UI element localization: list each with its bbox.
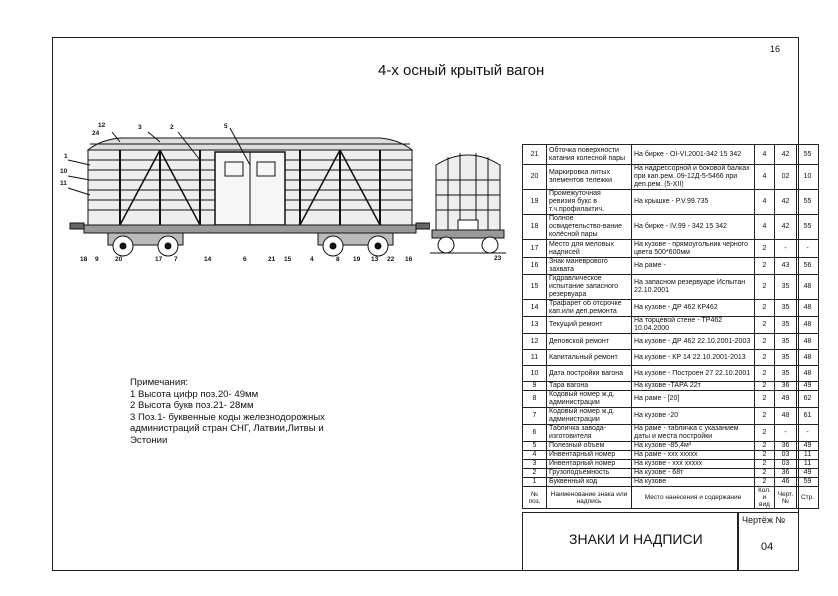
cell-qty: 2 [755, 425, 775, 442]
cell-name: Кодовый номер ж.д. администрации [547, 408, 632, 425]
cell-num: 12 [523, 334, 547, 350]
callout-left-3: 11 [60, 180, 67, 187]
callout-left-1: 1 [64, 153, 68, 160]
cell-drawing: 03 [775, 460, 797, 469]
cell-qty: 2 [755, 300, 775, 317]
cell-drawing: - [775, 240, 797, 258]
cell-num: 17 [523, 240, 547, 258]
drawing-label: Чертёж № [742, 515, 786, 525]
callout-top-4: 2 [170, 124, 174, 131]
cell-page: 11 [797, 451, 819, 460]
cell-drawing: 02 [775, 165, 797, 190]
cell-drawing: 35 [775, 334, 797, 350]
cell-num: 13 [523, 317, 547, 334]
cell-page: 55 [797, 190, 819, 215]
cell-drawing: 43 [775, 258, 797, 275]
cell-place: На кузове - 68т [632, 469, 755, 478]
cell-page: 48 [797, 317, 819, 334]
callout-bottom-14: 22 [387, 256, 395, 263]
cell-place: На кузове - Построен 27 22.10.2001 [632, 366, 755, 382]
table-row [523, 408, 819, 425]
cell-page: 10 [797, 165, 819, 190]
cell-page: 49 [797, 442, 819, 451]
cell-place: На надрессорной и боковой балках при кап.рем. 09-12Д-5-5466 при деп.рем. (5-XII) [632, 165, 755, 190]
cell-qty: 2 [755, 350, 775, 366]
table-row [523, 165, 819, 190]
cell-page: 48 [797, 300, 819, 317]
cell-place: На кузове - ДР 462 22.10.2001-2003 [632, 334, 755, 350]
cell-num: 7 [523, 408, 547, 425]
cell-num: 10 [523, 366, 547, 382]
cell-place: На кузове -85,4м³ [632, 442, 755, 451]
cell-num: 4 [523, 451, 547, 460]
cell-name: Текущий ремонт [547, 317, 632, 334]
notes-heading: Примечания: [130, 377, 189, 388]
cell-name: Маркировка литых элементов тележки [547, 165, 632, 190]
cell-drawing: 48 [775, 408, 797, 425]
cell-name: Капитальный ремонт [547, 350, 632, 366]
cell-num: 20 [523, 165, 547, 190]
cell-drawing: 36 [775, 469, 797, 478]
cell-qty: 2 [755, 382, 775, 391]
header-drawing: Черт. № [775, 487, 797, 509]
table-row [523, 425, 819, 442]
cell-drawing: 03 [775, 451, 797, 460]
table-row [523, 334, 819, 350]
cell-place: На крышке - Р.V.99.735 [632, 190, 755, 215]
cell-name: Тара вагона [547, 382, 632, 391]
table-row [523, 300, 819, 317]
cell-name: Дата постройки вагона [547, 366, 632, 382]
cell-num: 8 [523, 391, 547, 408]
cell-page: - [797, 425, 819, 442]
cell-page: - [797, 240, 819, 258]
callout-end-1: 23 [494, 255, 502, 262]
sheet-title: ЗНАКИ И НАДПИСИ [569, 531, 703, 547]
table-row [523, 350, 819, 366]
header-place: Место нанесения и содержание [632, 487, 755, 509]
page-number: 16 [770, 44, 781, 54]
table-row [523, 215, 819, 240]
cell-page: 55 [797, 145, 819, 165]
cell-place: На кузове -20 [632, 408, 755, 425]
table-row [523, 317, 819, 334]
cell-drawing: - [775, 425, 797, 442]
table-row [523, 240, 819, 258]
cell-page: 62 [797, 391, 819, 408]
table-row [523, 366, 819, 382]
cell-num: 2 [523, 469, 547, 478]
cell-place: На кузове [632, 478, 755, 487]
header-page: Стр. [797, 487, 819, 509]
callout-bottom-1: 18 [80, 256, 88, 263]
cell-place: На бирке - OI-VI.2001-342 15 342 [632, 145, 755, 165]
cell-drawing: 35 [775, 317, 797, 334]
callout-bottom-12: 19 [353, 256, 361, 263]
cell-name: Трафарет об отсрочке кап.или деп.ремонта [547, 300, 632, 317]
cell-qty: 4 [755, 145, 775, 165]
cell-drawing: 46 [775, 478, 797, 487]
cell-qty: 2 [755, 408, 775, 425]
cell-qty: 2 [755, 451, 775, 460]
callout-bottom-6: 14 [204, 256, 212, 263]
cell-num: 1 [523, 478, 547, 487]
callout-left-2: 10 [60, 168, 68, 175]
table-row [523, 469, 819, 478]
note-line: 1 Высота цифр поз.20- 49мм [130, 388, 259, 400]
header-qty: Кол. и вид [755, 487, 775, 509]
cell-name: Полезный объем [547, 442, 632, 451]
cell-name: Знак маневрового захвата [547, 258, 632, 275]
drawing-number: 04 [761, 541, 774, 553]
cell-page: 11 [797, 460, 819, 469]
cell-drawing: 36 [775, 382, 797, 391]
cell-place: На бирке - IV.99 - 342 15 342 [632, 215, 755, 240]
cell-name: Инвентарный номер [547, 460, 632, 469]
cell-page: 49 [797, 469, 819, 478]
table-row [523, 275, 819, 300]
cell-num: 11 [523, 350, 547, 366]
cell-page: 48 [797, 350, 819, 366]
cell-drawing: 42 [775, 190, 797, 215]
table-row [523, 145, 819, 165]
cell-name: Гидравлическое испытание запасного резервуара [547, 275, 632, 300]
cell-qty: 2 [755, 469, 775, 478]
cell-page: 59 [797, 478, 819, 487]
table-header [523, 487, 819, 509]
cell-qty: 2 [755, 391, 775, 408]
cell-name: Полное освидетельство-вание колёсной пары [547, 215, 632, 240]
callout-bottom-7: 6 [243, 256, 247, 263]
cell-num: 5 [523, 442, 547, 451]
markings-table [522, 144, 819, 509]
callout-bottom-11: 8 [336, 256, 340, 263]
callout-top-1: 12 [98, 122, 106, 129]
cell-place: На раме - [632, 258, 755, 275]
cell-qty: 2 [755, 460, 775, 469]
cell-drawing: 42 [775, 215, 797, 240]
callout-bottom-2: 9 [95, 256, 99, 263]
cell-num: 21 [523, 145, 547, 165]
cell-num: 14 [523, 300, 547, 317]
cell-name: Обточка поверхности катания колесной пары [547, 145, 632, 165]
cell-num: 18 [523, 215, 547, 240]
cell-drawing: 42 [775, 145, 797, 165]
cell-num: 19 [523, 190, 547, 215]
title-block [522, 512, 799, 571]
cell-qty: 2 [755, 258, 775, 275]
cell-place: На запасном резервуаре Испытан 22.10.2001 [632, 275, 755, 300]
note-line: 3 Поз.1- буквенные коды железнодорожных [130, 411, 325, 423]
cell-num: 15 [523, 275, 547, 300]
cell-qty: 2 [755, 442, 775, 451]
sheet-title-cell [522, 512, 738, 571]
cell-num: 9 [523, 382, 547, 391]
table-row [523, 478, 819, 487]
cell-qty: 4 [755, 190, 775, 215]
cell-qty: 2 [755, 334, 775, 350]
cell-place: На раме - ххх ххххх [632, 451, 755, 460]
cell-qty: 2 [755, 317, 775, 334]
cell-qty: 2 [755, 275, 775, 300]
page-title: 4-х осный крытый вагон [378, 62, 545, 79]
cell-place: На раме - табличка с указанием даты и места постройки [632, 425, 755, 442]
cell-drawing: 49 [775, 391, 797, 408]
header-name: Наименование знака или надпись [547, 487, 632, 509]
callout-top-2: 24 [92, 130, 100, 137]
table-row [523, 190, 819, 215]
notes-block [130, 377, 325, 446]
cell-qty: 4 [755, 215, 775, 240]
cell-page: 55 [797, 215, 819, 240]
cell-page: 49 [797, 382, 819, 391]
callout-bottom-10: 4 [310, 256, 314, 263]
cell-place: На кузове -ТАРА 22т [632, 382, 755, 391]
callout-bottom-5: 7 [174, 256, 178, 263]
cell-page: 61 [797, 408, 819, 425]
cell-page: 48 [797, 366, 819, 382]
table-row [523, 442, 819, 451]
callout-bottom-15: 16 [405, 256, 413, 263]
callout-bottom-13: 13 [371, 256, 379, 263]
table-row [523, 451, 819, 460]
cell-name: Инвентарный номер [547, 451, 632, 460]
cell-num: 3 [523, 460, 547, 469]
callout-bottom-4: 17 [155, 256, 163, 263]
cell-page: 48 [797, 334, 819, 350]
cell-name: Кодовый номер ж.д. администрации [547, 391, 632, 408]
cell-place: На кузове - ДР 462 КР462 [632, 300, 755, 317]
cell-num: 16 [523, 258, 547, 275]
callout-top-3: 3 [138, 124, 142, 131]
cell-page: 48 [797, 275, 819, 300]
cell-qty: 2 [755, 478, 775, 487]
cell-drawing: 35 [775, 275, 797, 300]
cell-name: Промежуточная ревизия букс в т.ч.профилактич. [547, 190, 632, 215]
note-line: администраций стран СНГ, Латвии,Литвы и [130, 423, 324, 434]
cell-drawing: 36 [775, 442, 797, 451]
cell-name: Деповской ремонт [547, 334, 632, 350]
table-row [523, 391, 819, 408]
cell-drawing: 35 [775, 300, 797, 317]
cell-place: На кузове - КР 14 22.10.2001-2013 [632, 350, 755, 366]
note-line: Эстонии [130, 434, 168, 446]
table-row [523, 382, 819, 391]
cell-name: Буквенный код [547, 478, 632, 487]
drawing-number-cell [738, 512, 799, 571]
cell-qty: 2 [755, 240, 775, 258]
cell-qty: 4 [755, 165, 775, 190]
cell-name: Грузоподъемность [547, 469, 632, 478]
cell-qty: 2 [755, 366, 775, 382]
cell-place: На торцевой стене - ТР462 10.04.2000 [632, 317, 755, 334]
callout-bottom-8: 21 [268, 256, 276, 263]
cell-page: 56 [797, 258, 819, 275]
wagon-side-view [60, 120, 430, 270]
cell-name: Табличка завода-изготовителя [547, 425, 632, 442]
cell-place: На раме - [20] [632, 391, 755, 408]
wagon-end-view [428, 145, 508, 260]
callout-top-5: 5 [224, 123, 228, 130]
cell-name: Место для меловых надписей [547, 240, 632, 258]
callout-bottom-9: 15 [284, 256, 292, 263]
cell-place: На кузове - прямоугольник черного цвета 500*600мм [632, 240, 755, 258]
callout-bottom-3: 20 [115, 256, 123, 263]
header-num: № поз. [523, 487, 547, 509]
table-row [523, 258, 819, 275]
note-line: 2 Высота букв поз.21- 28мм [130, 400, 254, 411]
cell-place: На кузове - ххх ххххх [632, 460, 755, 469]
cell-drawing: 35 [775, 350, 797, 366]
table-row [523, 460, 819, 469]
cell-num: 6 [523, 425, 547, 442]
cell-drawing: 35 [775, 366, 797, 382]
